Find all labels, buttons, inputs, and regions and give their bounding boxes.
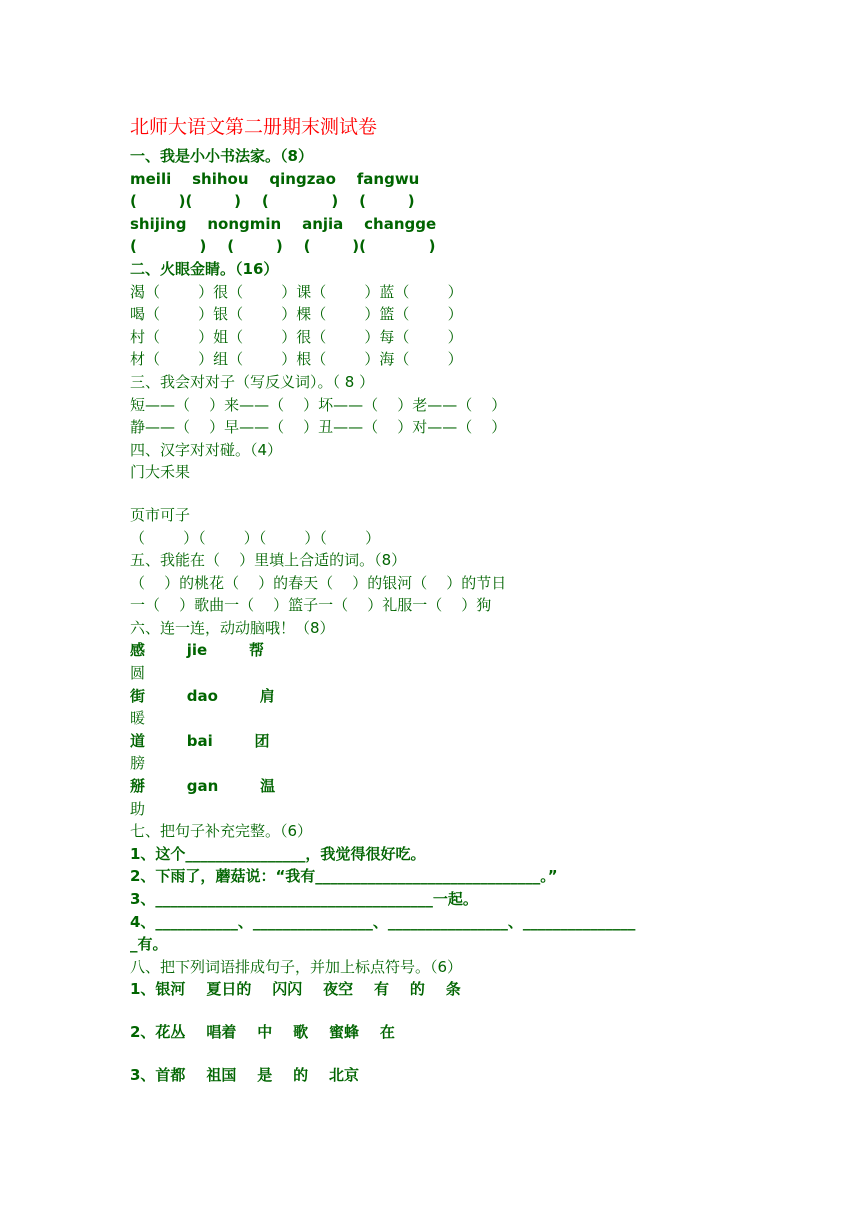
order-1: 1、银河 夏日的 闪闪 夜空 有 的 条 bbox=[130, 980, 461, 999]
char-group-1: 门大禾果 bbox=[130, 463, 191, 482]
match-row-5: 道 bai 团 bbox=[130, 731, 270, 750]
section-6-heading: 六、连一连，动动脑哦！（8） bbox=[130, 618, 335, 637]
char-row-2: 喝（ ）银（ ）棵（ ）篮（ ） bbox=[130, 305, 463, 324]
antonym-row-2: 静——（ ）早——（ ）丑——（ ）对——（ ） bbox=[130, 418, 507, 437]
blank-row-2: ( ) ( ) ( )( ) bbox=[130, 237, 436, 256]
sentence-4: 4、___________、________________、________________、_______________ bbox=[130, 912, 636, 931]
section-8-heading: 八、把下列词语排成句子，并加上标点符号。（6） bbox=[130, 957, 463, 976]
match-row-6: 膀 bbox=[130, 754, 146, 773]
section-4-heading: 四、汉字对对碰。（4） bbox=[130, 440, 283, 459]
sentence-1: 1、这个________________，我觉得很好吃。 bbox=[130, 844, 426, 863]
sentence-3: 3、_____________________________________一起。 bbox=[130, 890, 478, 908]
char-row-4: 材（ ）组（ ）根（ ）海（ ） bbox=[130, 350, 463, 369]
fill-row-2: 一（ ）歌曲一（ ）篮子一（ ）礼服一（ ）狗 bbox=[130, 596, 492, 615]
sentence-2: 2、下雨了，蘑菇说：“我有______________________________。” bbox=[130, 867, 558, 886]
section-7-heading: 七、把句子补充完整。（6） bbox=[130, 822, 313, 841]
char-row-3: 村（ ）姐（ ）很（ ）每（ ） bbox=[130, 327, 463, 346]
combine-blanks: （ ）（ ）（ ）（ ） bbox=[130, 528, 381, 547]
spacer bbox=[130, 1044, 750, 1064]
spacer bbox=[130, 484, 750, 504]
pinyin-row-1: meili shihou qingzao fangwu bbox=[130, 169, 420, 188]
match-row-3: 街 dao 肩 bbox=[130, 686, 275, 705]
sentence-4-cont: _有。 bbox=[130, 935, 168, 954]
match-row-7: 掰 gan 温 bbox=[130, 777, 276, 796]
match-row-1: 感 jie 帮 bbox=[130, 641, 265, 660]
exam-title: 北师大语文第二册期末测试卷 bbox=[130, 116, 378, 138]
section-3-heading: 三、我会对对子（写反义词）。（ 8 ） bbox=[130, 372, 375, 391]
order-2: 2、花丛 唱着 中 歌 蜜蜂 在 bbox=[130, 1022, 395, 1041]
antonym-row-1: 短——（ ）来——（ ）坏——（ ）老——（ ） bbox=[130, 395, 507, 414]
exam-page bbox=[130, 113, 750, 1086]
pinyin-row-2: shijing nongmin anjia changge bbox=[130, 214, 437, 233]
match-row-4: 暖 bbox=[130, 709, 146, 728]
char-row-1: 渴（ ）很（ ）课（ ）蓝（ ） bbox=[130, 282, 463, 301]
match-row-2: 圆 bbox=[130, 664, 146, 683]
fill-row-1: （ ）的桃花（ ）的春天（ ）的银河（ ）的节日 bbox=[130, 573, 507, 592]
blank-row-1: ( )( ) ( ) ( ) bbox=[130, 192, 415, 211]
section-1-heading: 一、我是小小书法家。（8） bbox=[130, 147, 313, 165]
spacer bbox=[130, 1001, 750, 1021]
char-group-2: 页市可子 bbox=[130, 505, 191, 524]
order-3: 3、首都 祖国 是 的 北京 bbox=[130, 1065, 359, 1084]
section-2-heading: 二、火眼金睛。（16） bbox=[130, 259, 279, 278]
section-5-heading: 五、我能在（ ）里填上合适的词。（8） bbox=[130, 551, 407, 570]
match-row-8: 助 bbox=[130, 799, 146, 818]
